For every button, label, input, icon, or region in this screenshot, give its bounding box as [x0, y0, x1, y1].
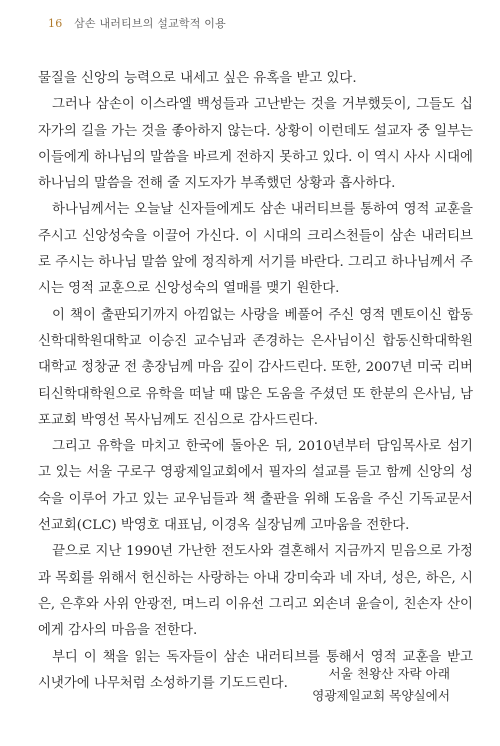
- running-header: [48, 15, 226, 31]
- paragraph: 물질을 신앙의 능력으로 내세고 싶은 유혹을 받고 있다.: [38, 71, 357, 86]
- paragraph: 하나님께서는 오늘날 신자들에게도 삼손 내러티브를 통하여 영적 교훈을 주시고 신앙성숙을 이끌어 가신다. 이 시대의 크리스천들이 삼손 내러티브로 주시는 하나님 말씀 앞에 정직하게 서기를 바란다. 그리고 하나님께서 주시는 영적 교훈으로 신앙성숙의 열매를 맺기 원한다.: [38, 202, 473, 297]
- paragraph: 이 책이 출판되기까지 아낌없는 사랑을 베풀어 주신 영적 멘토이신 합동신학대학원대학교 이승진 교수님과 존경하는 은사님이신 합동신학대학원대학교 정창균 전 총장님께 마음 깊이 감사드린다. 또한, 2007년 미국 리버티신학대학원으로 유학을 떠날 때 많은 도움을 주셨던 또 한분의 은사님, 남포교회 박영선 목사님께도 진심으로 감사드린다.: [38, 307, 473, 428]
- running-header-title: 삼손 내러티브의 설교학적 이용: [74, 17, 226, 30]
- body-text: [38, 66, 473, 697]
- paragraph: 그리고 유학을 마치고 한국에 돌아온 뒤, 2010년부터 담임목사로 섬기고 있는 서울 구로구 영광제일교회에서 필자의 설교를 듣고 함께 신앙의 성숙을 이루어 가고 있는 교우님들과 책 출판을 위해 도움을 주신 기독교문서선교회(CLC) 박영호 대표님, 이경옥 실장님께 고마움을 전한다.: [38, 439, 473, 534]
- paragraph: 부디 이 책을 읽는 독자들이 삼손 내러티브를 통해서 영적 교훈을 받고 시냇가에 나무처럼 소성하기를 기도드린다.: [38, 649, 473, 691]
- signature-block: [312, 663, 450, 707]
- paragraph: 끝으로 지난 1990년 가난한 전도사와 결혼해서 지금까지 믿음으로 가정과 목회를 위해서 헌신하는 사랑하는 아내 강미숙과 네 자녀, 성은, 하은, 시은, 은후와 사위 안광전, 며느리 이유선 그리고 외손녀 윤슬이, 친손자 산이에게 감사의 마음을 전한다.: [38, 544, 473, 639]
- signature-office: 영광제일교회 목양실에서: [312, 688, 450, 703]
- page-number: 16: [48, 17, 63, 30]
- paragraph: 그러나 삼손이 이스라엘 백성들과 고난받는 것을 거부했듯이, 그들도 십자가의 길을 가는 것을 좋아하지 않는다. 상황이 이런데도 설교자 중 일부는 이들에게 하나님의 말씀을 바르게 전하지 못하고 있다. 이 역시 사사 시대에 하나님의 말씀을 전해 줄 지도자가 부족했던 상황과 흡사하다.: [38, 97, 473, 192]
- signature-place: 서울 천왕산 자락 아래: [328, 666, 450, 681]
